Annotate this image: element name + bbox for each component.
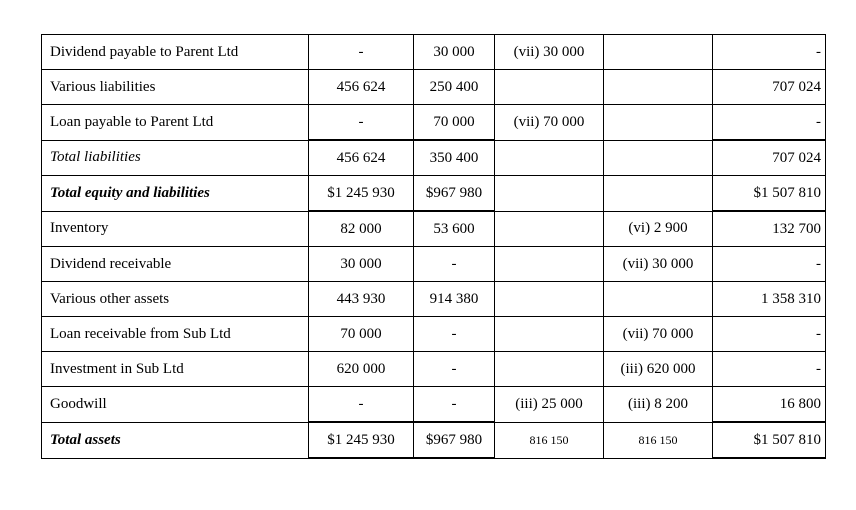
group-cell: $1 507 810 — [713, 422, 826, 458]
sub-ltd-cell: 53 600 — [414, 211, 495, 247]
group-cell: 1 358 310 — [713, 282, 826, 317]
parent-ltd-cell: 620 000 — [309, 352, 414, 387]
group-cell: $1 507 810 — [713, 176, 826, 212]
parent-ltd-cell: 70 000 — [309, 317, 414, 352]
table-row — [42, 176, 826, 212]
row-label-total-equity-liabilities: Total equity and liabilities — [42, 176, 309, 212]
adjustment-debit-cell — [495, 211, 604, 247]
row-label: Dividend receivable — [42, 247, 309, 282]
adjustment-debit-cell — [495, 247, 604, 282]
adjustment-debit-cell — [495, 176, 604, 212]
row-label: Loan receivable from Sub Ltd — [42, 317, 309, 352]
group-cell: 707 024 — [713, 140, 826, 176]
sub-ltd-cell: $967 980 — [414, 176, 495, 212]
adjustment-credit-total-cell: 816 150 — [604, 422, 713, 458]
parent-ltd-cell: 456 624 — [309, 70, 414, 105]
adjustment-credit-cell — [604, 176, 713, 212]
sub-ltd-cell: 914 380 — [414, 282, 495, 317]
sub-ltd-cell: 250 400 — [414, 70, 495, 105]
parent-ltd-cell: - — [309, 387, 414, 423]
table-row — [42, 282, 826, 317]
adjustment-debit-cell — [495, 140, 604, 176]
row-label: Various other assets — [42, 282, 309, 317]
adjustment-debit-total-cell: 816 150 — [495, 422, 604, 458]
adjustment-debit-cell: (vii) 30 000 — [495, 35, 604, 70]
adjustment-credit-cell — [604, 140, 713, 176]
group-cell: - — [713, 317, 826, 352]
adjustment-debit-cell — [495, 70, 604, 105]
table-row — [42, 422, 826, 458]
adjustment-debit-cell — [495, 317, 604, 352]
row-label: Dividend payable to Parent Ltd — [42, 35, 309, 70]
group-cell: 132 700 — [713, 211, 826, 247]
adjustment-debit-cell: (iii) 25 000 — [495, 387, 604, 423]
table-row — [42, 387, 826, 423]
adjustment-credit-cell: (vi) 2 900 — [604, 211, 713, 247]
row-label: Various liabilities — [42, 70, 309, 105]
group-cell: 707 024 — [713, 70, 826, 105]
row-label: Loan payable to Parent Ltd — [42, 105, 309, 141]
adjustment-credit-cell — [604, 70, 713, 105]
group-cell: - — [713, 352, 826, 387]
table-row — [42, 105, 826, 141]
table-row — [42, 70, 826, 105]
parent-ltd-cell: $1 245 930 — [309, 176, 414, 212]
group-cell: 16 800 — [713, 387, 826, 423]
group-cell: - — [713, 35, 826, 70]
adjustment-credit-cell — [604, 35, 713, 70]
group-cell: - — [713, 247, 826, 282]
row-label: Goodwill — [42, 387, 309, 423]
sub-ltd-cell: - — [414, 387, 495, 423]
parent-ltd-cell: 456 624 — [309, 140, 414, 176]
table-row — [42, 317, 826, 352]
adjustment-credit-cell — [604, 105, 713, 141]
sub-ltd-cell: - — [414, 352, 495, 387]
adjustment-debit-cell — [495, 352, 604, 387]
parent-ltd-cell: - — [309, 35, 414, 70]
parent-ltd-cell: - — [309, 105, 414, 141]
table-row — [42, 140, 826, 176]
sub-ltd-cell: $967 980 — [414, 422, 495, 458]
sub-ltd-cell: 350 400 — [414, 140, 495, 176]
parent-ltd-cell: 82 000 — [309, 211, 414, 247]
adjustment-debit-cell: (vii) 70 000 — [495, 105, 604, 141]
table-row — [42, 247, 826, 282]
row-label-total-assets: Total assets — [42, 422, 309, 458]
sub-ltd-cell: - — [414, 247, 495, 282]
group-cell: - — [713, 105, 826, 141]
parent-ltd-cell: 443 930 — [309, 282, 414, 317]
sub-ltd-cell: - — [414, 317, 495, 352]
table-row — [42, 35, 826, 70]
adjustment-debit-cell — [495, 282, 604, 317]
adjustment-credit-cell: (vii) 30 000 — [604, 247, 713, 282]
table-row — [42, 211, 826, 247]
sub-ltd-cell: 30 000 — [414, 35, 495, 70]
table-row — [42, 352, 826, 387]
adjustment-credit-cell: (vii) 70 000 — [604, 317, 713, 352]
adjustment-credit-cell: (iii) 620 000 — [604, 352, 713, 387]
adjustment-credit-cell — [604, 282, 713, 317]
consolidation-worksheet-table — [41, 34, 826, 459]
row-label: Investment in Sub Ltd — [42, 352, 309, 387]
parent-ltd-cell: 30 000 — [309, 247, 414, 282]
sub-ltd-cell: 70 000 — [414, 105, 495, 141]
row-label-total-liabilities: Total liabilities — [42, 140, 309, 176]
parent-ltd-cell: $1 245 930 — [309, 422, 414, 458]
adjustment-credit-cell: (iii) 8 200 — [604, 387, 713, 423]
row-label: Inventory — [42, 211, 309, 247]
